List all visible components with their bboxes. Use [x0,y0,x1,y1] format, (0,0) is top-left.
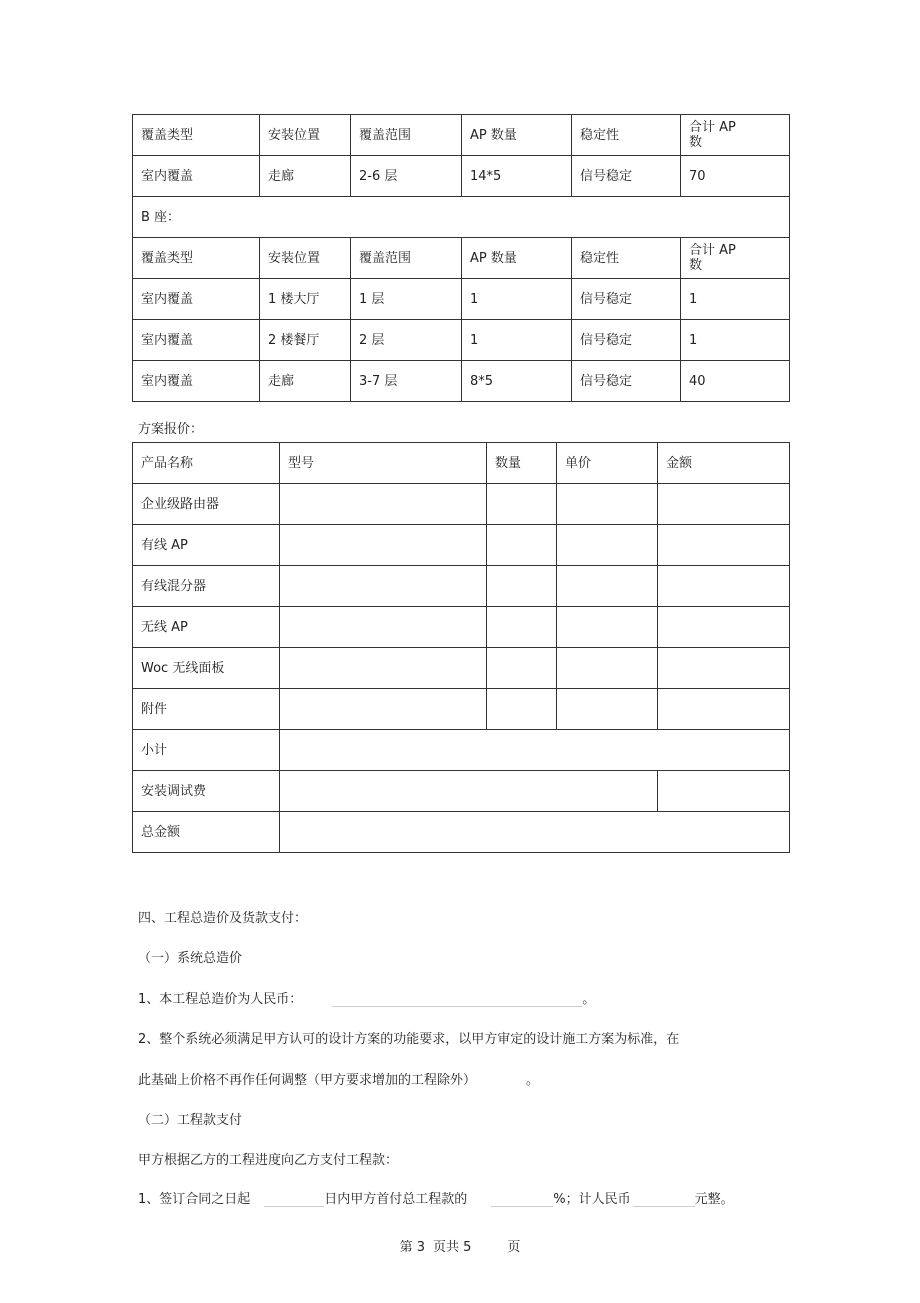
subsection-payment: （二）工程款支付 [138,1113,243,1128]
table-row [133,525,790,566]
install-fee-amount [658,771,790,812]
product-name: 有线混分器 [133,566,280,607]
table-cell: 2 层 [351,320,462,361]
table-cell: 8*5 [462,361,572,402]
install-fee-blank [280,771,658,812]
paragraph-text: 日内甲方首付总工程款的 [324,1192,468,1207]
header-cell: 覆盖范围 [351,238,462,279]
table-cell: 室内覆盖 [133,156,260,197]
table-cell: 1 [681,320,790,361]
model-cell [280,607,487,648]
amount-cell [658,689,790,730]
product-name: 附件 [133,689,280,730]
table-row [133,320,790,361]
table-cell: 1 [462,279,572,320]
table-cell: 1 层 [351,279,462,320]
footer-page-suffix: 页 [507,1240,521,1255]
table-row [133,484,790,525]
total-value [280,812,790,853]
table-row [133,607,790,648]
table-header-row [133,443,790,484]
header-cell: 安装位置 [260,115,351,156]
model-cell [280,566,487,607]
total-label: 总金额 [133,812,280,853]
quantity-cell [487,607,557,648]
table-row [133,566,790,607]
table-cell: 走廊 [260,361,351,402]
table-cell: 1 [681,279,790,320]
model-cell [280,689,487,730]
model-cell [280,525,487,566]
product-name: Woc 无线面板 [133,648,280,689]
quantity-cell [487,525,557,566]
table-cell: 70 [681,156,790,197]
footer-page-current: 第 3 [399,1240,425,1255]
table-cell: 走廊 [260,156,351,197]
paragraph-text: 元整。 [694,1192,734,1207]
subsection-total-price: （一）系统总造价 [138,951,243,966]
paragraph-payment-intro: 甲方根据乙方的工程进度向乙方支付工程款： [138,1153,399,1168]
paragraph-first-payment [138,1188,734,1207]
model-cell [280,648,487,689]
unit-price-cell [557,607,658,648]
days-blank [264,1192,324,1207]
header-cell: 单价 [557,443,658,484]
header-cell: AP 数量 [462,238,572,279]
section-label-row [133,197,790,238]
table-row [133,648,790,689]
table-cell: 室内覆盖 [133,361,260,402]
paragraph-price-fixed [138,1069,539,1088]
paragraph-total-price [138,988,595,1007]
quote-table [132,442,790,853]
header-cell: AP 数量 [462,115,572,156]
header-cell: 产品名称 [133,443,280,484]
table-row [133,361,790,402]
percent-blank [491,1192,553,1207]
b-building-label: B 座： [133,197,790,238]
quantity-cell [487,689,557,730]
header-cell: 覆盖类型 [133,115,260,156]
rmb-amount-blank [633,1192,695,1207]
amount-cell [658,566,790,607]
amount-cell [658,525,790,566]
subtotal-label: 小计 [133,730,280,771]
table-header-row [133,238,790,279]
table-cell: 2-6 层 [351,156,462,197]
header-cell: 型号 [280,443,487,484]
table-cell: 40 [681,361,790,402]
total-price-blank [332,992,582,1007]
subtotal-value [280,730,790,771]
table-cell: 14*5 [462,156,572,197]
table-cell: 室内覆盖 [133,320,260,361]
unit-price-cell [557,648,658,689]
product-name: 企业级路由器 [133,484,280,525]
header-cell: 合计 AP 数 [681,115,790,156]
table-cell: 3-7 层 [351,361,462,402]
paragraph-text: 。 [526,1073,540,1088]
table-cell: 2 楼餐厅 [260,320,351,361]
section-four-heading: 四、工程总造价及货款支付： [138,911,308,926]
model-cell [280,484,487,525]
table-cell: 室内覆盖 [133,279,260,320]
paragraph-text: 此基础上价格不再作任何调整（甲方要求增加的工程除外） [138,1073,477,1088]
table-header-row [133,115,790,156]
paragraph-text: 。 [582,992,596,1007]
table-row [133,689,790,730]
paragraph-text: 1、本工程总造价为人民币： [138,992,303,1007]
install-fee-row [133,771,790,812]
paragraph-text: 1、签订合同之日起 [138,1192,251,1207]
table-cell: 信号稳定 [572,156,681,197]
coverage-table-a [132,114,790,238]
unit-price-cell [557,689,658,730]
coverage-table-b [132,237,790,402]
install-fee-label: 安装调试费 [133,771,280,812]
amount-cell [658,484,790,525]
quantity-cell [487,648,557,689]
footer-page-total: 页共 5 [432,1240,472,1255]
quantity-cell [487,484,557,525]
table-cell: 1 [462,320,572,361]
table-row [133,156,790,197]
amount-cell [658,607,790,648]
table-cell: 信号稳定 [572,361,681,402]
amount-cell [658,648,790,689]
product-name: 无线 AP [133,607,280,648]
header-cell: 金额 [658,443,790,484]
quote-label: 方案报价： [138,422,204,437]
paragraph-text: %；计人民币 [553,1192,631,1207]
unit-price-cell [557,484,658,525]
table-row [133,279,790,320]
table-cell: 信号稳定 [572,279,681,320]
paragraph-design-requirement: 2、整个系统必须满足甲方认可的设计方案的功能要求，以甲方审定的设计施工方案为标准，在 [138,1032,680,1047]
header-cell: 稳定性 [572,115,681,156]
unit-price-cell [557,525,658,566]
total-row [133,812,790,853]
unit-price-cell [557,566,658,607]
header-cell: 安装位置 [260,238,351,279]
header-cell: 覆盖类型 [133,238,260,279]
quantity-cell [487,566,557,607]
header-cell: 覆盖范围 [351,115,462,156]
table-cell: 1 楼大厅 [260,279,351,320]
subtotal-row [133,730,790,771]
header-cell: 数量 [487,443,557,484]
product-name: 有线 AP [133,525,280,566]
header-cell: 稳定性 [572,238,681,279]
table-cell: 信号稳定 [572,320,681,361]
header-cell: 合计 AP 数 [681,238,790,279]
page-footer [0,1236,920,1255]
